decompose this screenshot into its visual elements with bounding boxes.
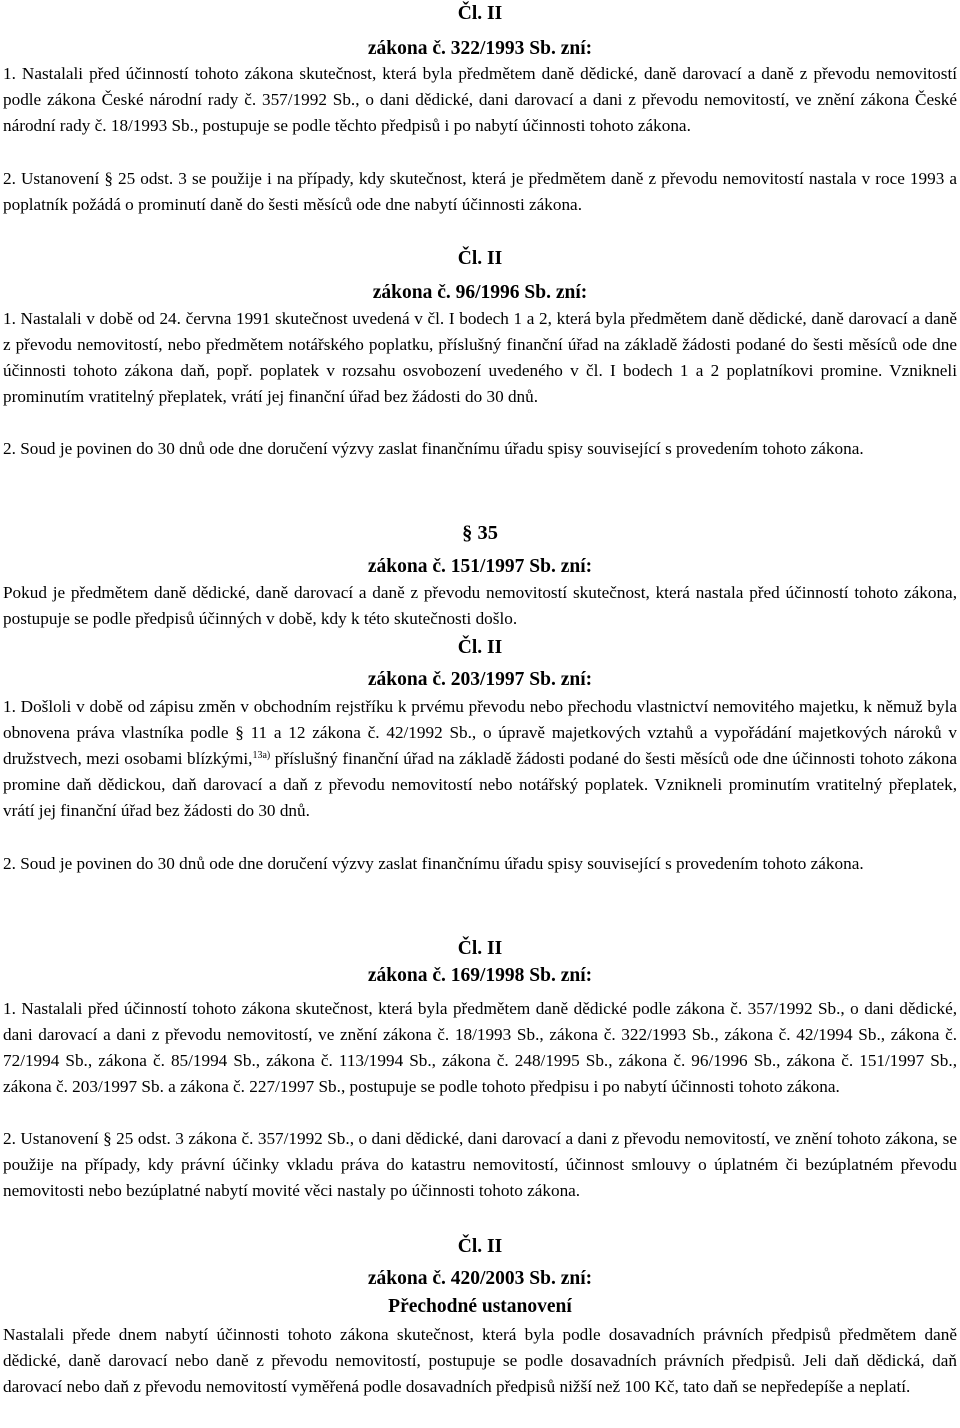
paragraph: 2. Soud je povinen do 30 dnů ode dne doručení výzvy zaslat finančnímu úřadu spisy související s provedením tohoto zákona. [3, 439, 864, 458]
paragraph: 1. Nastalali před účinností tohoto zákona skutečnost, která byla předmětem daně dědické podle zákona č. 357/1992 Sb., o dani dědické, dani darovací a dani z převodu nemovitostí, ve znění zákona č. 18/1993 Sb., zákona č. 322/1993 Sb., zákona č. 42/1994 Sb., zákona č. 72/1994 Sb., zákona č. 85/1994 Sb., zákona č. 113/1994 Sb., zákona č. 248/1995 Sb., zákona č. 96/1996 Sb., zákona č. 151/1997 Sb., zákona č. 203/1997 Sb. a zákona č. 227/1997 Sb., postupuje se podle tohoto předpisu i po nabytí účinnosti tohoto zákona. [3, 999, 957, 1096]
article-heading: Čl. II [457, 637, 503, 658]
law-heading: zákona č. 151/1997 Sb. zní: [367, 556, 593, 577]
law-heading: zákona č. 203/1997 Sb. zní: [367, 669, 593, 690]
footnote-reference: 13a) [252, 749, 271, 761]
subsection-heading: Přechodné ustanovení [388, 1296, 572, 1317]
law-heading: zákona č. 322/1993 Sb. zní: [367, 38, 593, 59]
paragraph-text: příslušný finanční úřad na základě žádosti podané do šesti měsíců ode dne účinnosti tohoto zákona promine daň dědickou, daň darovací a daň z převodu nemovitostí nebo notářský poplatek. Vznikneli prominutím vratitelný přeplatek, vrátí jej finanční úřad bez žádosti do 30 dnů. [3, 748, 957, 820]
paragraph: 2. Ustanovení § 25 odst. 3 zákona č. 357/1992 Sb., o dani dědické, dani darovací a dani z převodu nemovitostí, ve znění tohoto zákona, se použije na případy, kdy právní účinky vkladu práva do katastru nemovitostí, účinnost smlouvy o úplatném či bezúplatném převodu nemovitosti nebo bezúplatné nabytí movité věci nastaly po účinnosti tohoto zákona. [3, 1129, 957, 1200]
paragraph: 2. Soud je povinen do 30 dnů ode dne doručení výzvy zaslat finančnímu úřadu spisy související s provedením tohoto zákona. [3, 854, 864, 873]
paragraph-text: 1. Došloli v době od zápisu změn v obchodním rejstříku k prvému převodu nebo přechodu vlastnictví nemovitého majetku, k němuž byla obnovena práva vlastníka podle § 11 a 12 zákona č. 42/1992 Sb., o úpravě majetkových vztahů a vypořádání majetkových nároků v družstvech, mezi osobami blízkými, [3, 697, 957, 768]
paragraph: 1. Nastalali v době od 24. června 1991 skutečnost uvedená v čl. I bodech 1 a 2, která byla předmětem daně dědické, daně darovací a daně z převodu nemovitostí, nebo předmětem notářského poplatku, příslušný finanční úřad na základě žádosti podané do šesti měsíců ode dne účinnosti tohoto zákona daň, popř. poplatek v rozsahu osvobození uvedeného v čl. I bodech 1 a 2 poplatníkovi promine. Vznikneli prominutím vratitelný přeplatek, vrátí jej finanční úřad bez žádosti do 30 dnů. [3, 309, 957, 406]
article-heading: Čl. II [457, 1236, 503, 1257]
section-heading: § 35 [462, 522, 498, 544]
law-heading: zákona č. 96/1996 Sb. zní: [372, 282, 588, 303]
paragraph [3, 694, 957, 824]
article-heading: Čl. II [457, 938, 503, 959]
paragraph: Pokud je předmětem daně dědické, daně darovací a daně z převodu nemovitostí skutečnost, která nastala před účinností tohoto zákona, postupuje se podle předpisů účinných v době, kdy k této skutečnosti došlo. [3, 583, 957, 628]
article-heading: Čl. II [457, 3, 503, 24]
paragraph: 2. Ustanovení § 25 odst. 3 se použije i na případy, kdy skutečnost, která je předmětem daně z převodu nemovitostí nastala v roce 1993 a poplatník požádá o prominutí daně do šesti měsíců ode dne nabytí účinnosti zákona. [3, 169, 957, 214]
law-heading: zákona č. 420/2003 Sb. zní: [367, 1268, 593, 1289]
paragraph: 1. Nastalali před účinností tohoto zákona skutečnost, která byla předmětem daně dědické, daně darovací a daně z převodu nemovitostí podle zákona České národní rady č. 357/1992 Sb., o dani dědické, dani darovací a dani z převodu nemovitostí, ve znění zákona České národní rady č. 18/1993 Sb., postupuje se podle těchto předpisů i po nabytí účinnosti tohoto zákona. [3, 64, 957, 135]
paragraph: Nastalali přede dnem nabytí účinnosti tohoto zákona skutečnost, která byla podle dosavadních právních předpisů předmětem daně dědické, daně darovací nebo daně z převodu nemovitostí, postupuje se podle dosavadních právních předpisů. Jeli daň dědická, daň darovací nebo daň z převodu nemovitostí vyměřená podle dosavadních předpisů nižší než 100 Kč, tato daň se nepředepíše a neplatí. [3, 1325, 957, 1396]
article-heading: Čl. II [457, 248, 503, 269]
law-heading: zákona č. 169/1998 Sb. zní: [367, 965, 593, 986]
